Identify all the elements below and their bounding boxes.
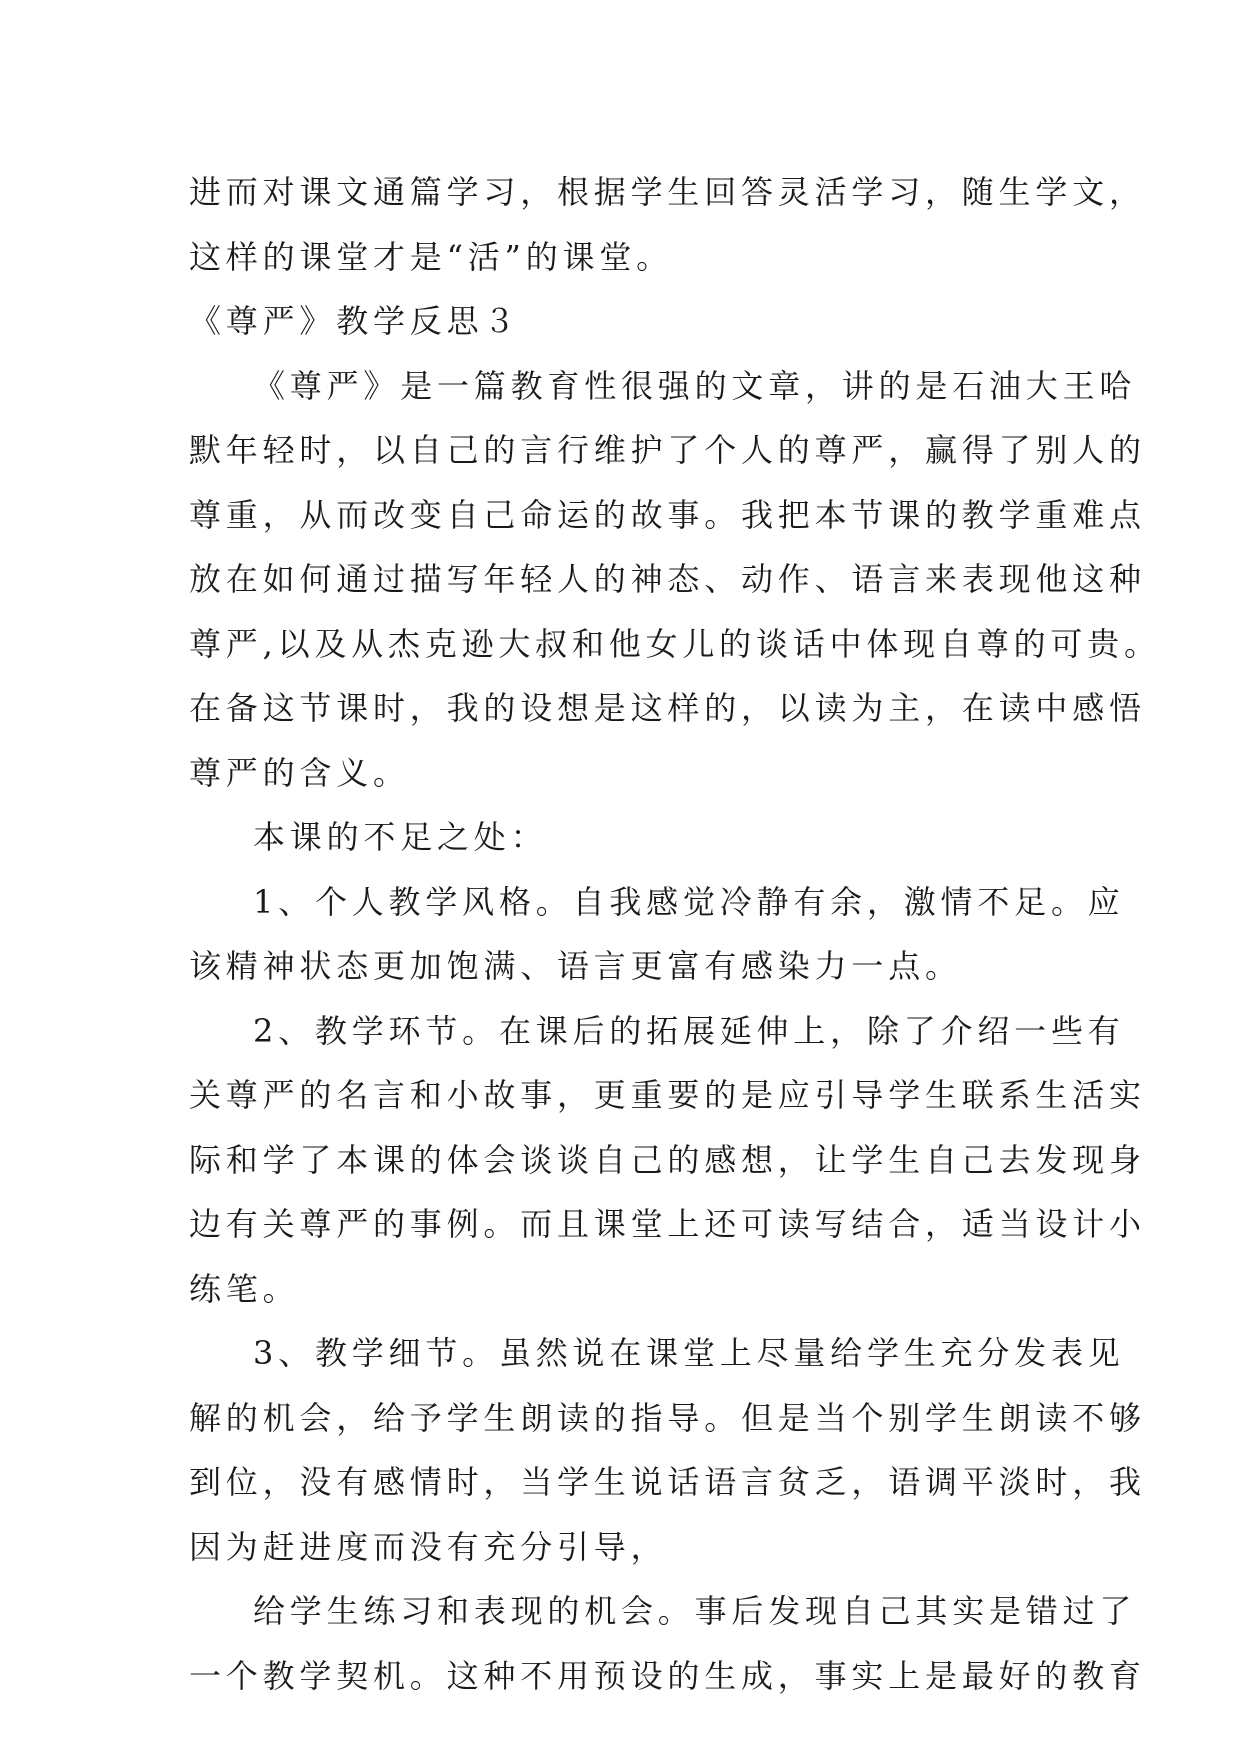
text-line: 因为赶进度而没有充分引导，	[189, 1527, 668, 1566]
paragraph-start: 给学生练习和表现的机会。事后发现自己其实是错过了	[253, 1592, 1137, 1630]
text-line: 尊严的含义。	[189, 753, 410, 792]
text-line: 该精神状态更加饱满、语言更富有感染力一点。	[189, 947, 962, 985]
section-heading: 《尊严》教学反思３	[189, 302, 521, 340]
text-line: 在备这节课时，我的设想是这样的，以读为主，在读中感悟	[189, 689, 1146, 727]
text-line: 一个教学契机。这种不用预设的生成，事实上是最好的教育	[189, 1656, 1146, 1695]
text-line: 尊重，从而改变自己命运的故事。我把本节课的教学重难点	[189, 495, 1146, 534]
list-item-2: 2、教学环节。在课后的拓展延伸上，除了介绍一些有	[253, 1011, 1125, 1050]
text-line: 进而对课文通篇学习，根据学生回答灵活学习，随生学文，	[189, 173, 1146, 211]
text-line: 放在如何通过描写年轻人的神态、动作、语言来表现他这种	[189, 560, 1146, 598]
text-line: 默年轻时，以自己的言行维护了个人的尊严，赢得了别人的	[189, 431, 1146, 469]
text-line: 这样的课堂才是“活”的课堂。	[189, 237, 673, 276]
text-line: 解的机会，给予学生朗读的指导。但是当个别学生朗读不够	[189, 1398, 1146, 1437]
text-line: 关尊严的名言和小故事，更重要的是应引导学生联系生活实	[189, 1076, 1146, 1114]
list-item-3: 3、教学细节。虽然说在课堂上尽量给学生充分发表见	[253, 1334, 1125, 1372]
text-line: 际和学了本课的体会谈谈自己的感想，让学生自己去发现身	[189, 1140, 1146, 1179]
list-item-1: 1、个人教学风格。自我感觉冷静有余，激情不足。应	[253, 882, 1125, 921]
text-line: 尊严,以及从杰克逊大叔和他女儿的谈话中体现自尊的可贵。	[189, 624, 1161, 663]
paragraph-start: 本课的不足之处：	[253, 818, 548, 856]
text-line: 练笔。	[189, 1269, 300, 1308]
text-line: 边有关尊严的事例。而且课堂上还可读写结合，适当设计小	[189, 1205, 1146, 1243]
text-line: 到位，没有感情时，当学生说话语言贫乏，语调平淡时，我	[189, 1463, 1146, 1501]
document-body	[189, 160, 1161, 1708]
paragraph-start: 《尊严》是一篇教育性很强的文章，讲的是石油大王哈	[253, 366, 1137, 405]
